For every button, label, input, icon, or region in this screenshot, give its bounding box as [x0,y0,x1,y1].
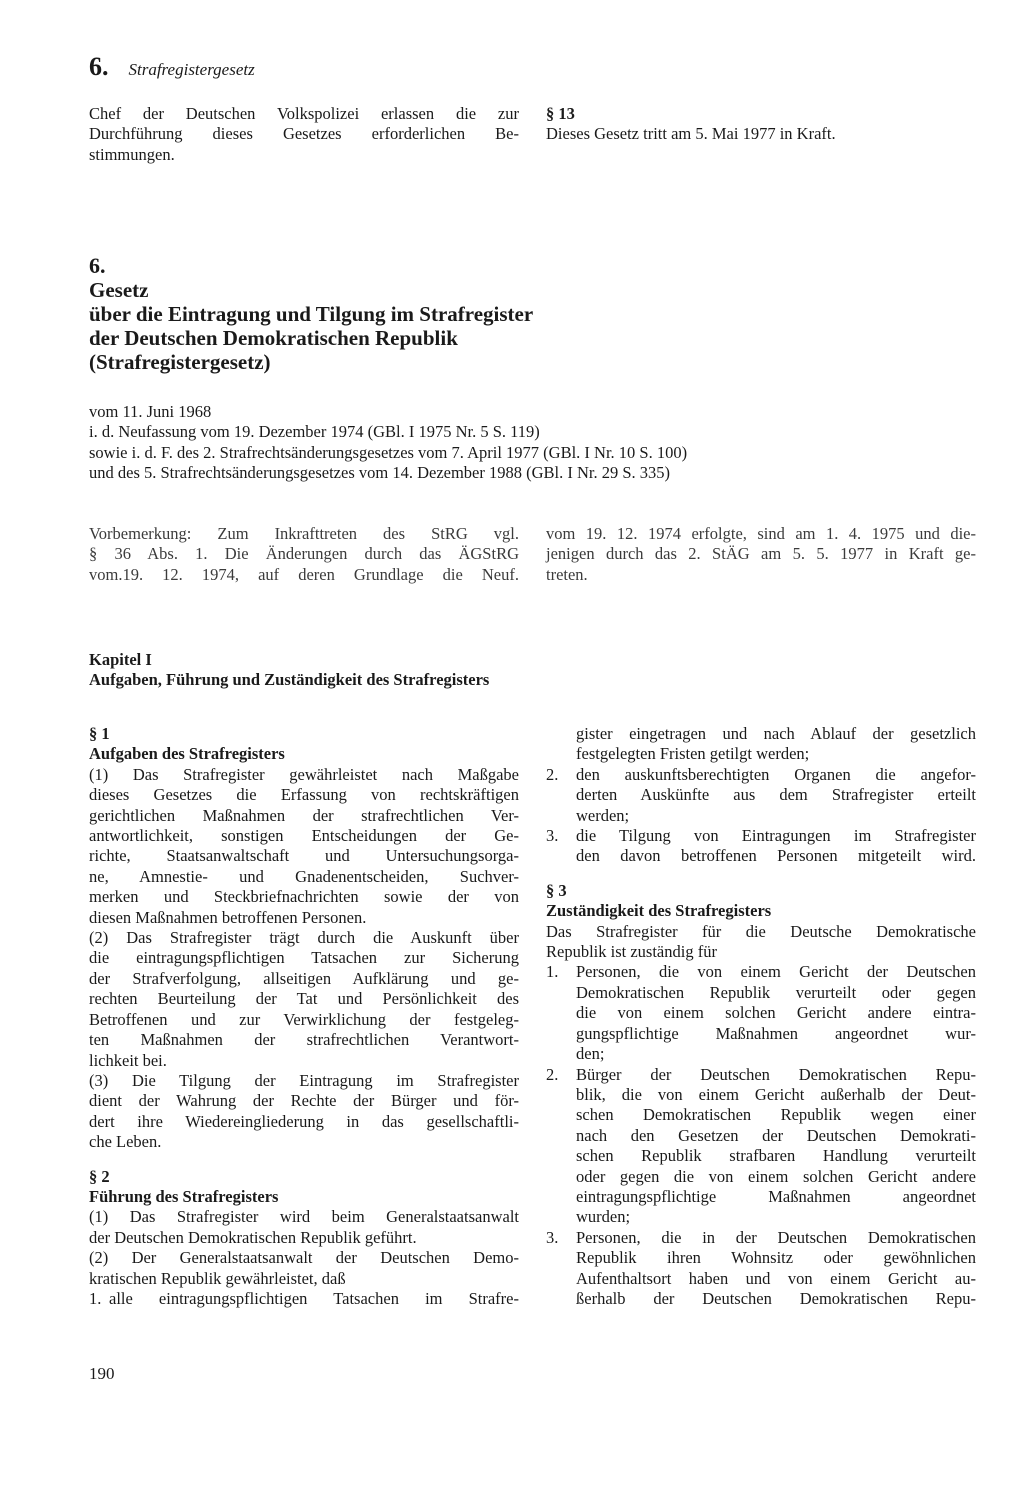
text-line: Aufenthaltsort haben und von einem Gericht au- [576,1268,976,1288]
remark-line: vom 19. 12. 1974 erfolgte, sind am 1. 4. 1975 und die- [546,524,976,543]
text-line: Personen, die in der Deutschen Demokratischen [576,1227,976,1247]
chapter-label: Kapitel I [89,650,152,669]
list-number: 2. [546,764,559,784]
remark-line: jenigen durch das 2. StÄG am 5. 5. 1977 in Kraft ge- [546,544,976,564]
text-line: nach den Gesetzen der Deutschen Demokrati- [576,1125,976,1145]
list-number: 1. [546,962,559,982]
law-number: 6. [89,253,106,278]
text-line: (3) Die Tilgung der Eintragung im Strafregister [89,1070,519,1090]
history-line: vom 11. Juni 1968 [89,402,212,421]
text-line: (1) Das Strafregister wird beim Generalstaatsanwalt [89,1207,519,1227]
right-column [546,724,976,1309]
list-item-continuation [546,724,976,765]
text-line: stimmungen. [89,144,175,164]
running-header [89,52,255,82]
preliminary-remark-right [546,524,976,585]
paragraph-title: Aufgaben des Strafregisters [89,744,285,764]
list-number: 1. [89,1288,102,1308]
text-line: Personen, die von einem Gericht der Deutschen [576,962,976,982]
list-item [546,1228,976,1310]
law-history [89,402,939,484]
history-line: sowie i. d. F. des 2. Strafrechtsänderungsgesetzes vom 7. April 1977 (GBl. I Nr. 10 S. 100) [89,442,688,462]
text-line: (1) Das Strafregister gewährleistet nach Maßgabe [89,764,519,784]
text-line: che Leben. [89,1132,162,1152]
text-line: Betroffenen und zur Verwirklichung der festgeleg- [89,1009,519,1029]
text-line: dient der Wahrung der Rechte der Bürger und för- [89,1091,519,1111]
paragraph-heading: § 2 [89,1166,110,1186]
text-line: gister eingetragen und nach Ablauf der gesetzlich [576,724,976,743]
text-line: schen Republik strafbaren Handlung verurteilt [576,1146,976,1166]
text-line: ßerhalb der Deutschen Demokratischen Repu- [576,1288,976,1308]
text-line: richte, Staatsanwaltschaft und Untersuchungsorga- [89,846,519,866]
remark-line: § 36 Abs. 1. Die Änderungen durch das ÄGStRG [89,544,519,564]
text-line: Demokratischen Republik verurteilt oder gegen [576,982,976,1002]
text-line: dieses Gesetzes die Erfassung von rechtskräftigen [89,785,519,805]
chapter-heading [89,650,689,691]
paragraph-text: Dieses Gesetz tritt am 5. Mai 1977 in Kraft. [546,124,836,144]
text-line: wurden; [576,1207,631,1227]
text-line: ne, Amnestie- und Gnadenentscheiden, Suchver- [89,866,519,886]
chapter-title: Aufgaben, Führung und Zuständigkeit des Strafregisters [89,670,490,690]
text-line: festgelegten Fristen getilgt werden; [576,744,810,764]
header-chapter-number: 6. [89,52,109,81]
text-line: (2) Das Strafregister trägt durch die Auskunft über [89,928,519,948]
law-title-line: (Strafregistergesetz) [89,350,271,374]
history-line: i. d. Neufassung vom 19. Dezember 1974 (GBl. I 1975 Nr. 5 S. 119) [89,422,540,442]
header-title: Strafregistergesetz [128,60,255,79]
remark-line: Vorbemerkung: Zum Inkrafttreten des StRG vgl. [89,524,519,543]
text-line: werden; [576,805,630,825]
text-line: Republik ist zuständig für [546,942,717,962]
remark-line: vom.19. 12. 1974, auf deren Grundlage die Neuf. [89,564,519,584]
paragraph-2 [89,1167,519,1310]
text-line: kratischen Republik gewährleistet, daß [89,1268,346,1288]
paragraph-3 [546,881,976,1310]
text-line: gungspflichtige Maßnahmen angeordnet wur- [576,1023,976,1043]
text-line: Chef der Deutschen Volkspolizei erlassen die zur [89,104,519,123]
text-line: dert ihre Wiedereingliederung in das gesellschaftli- [89,1111,519,1131]
text-line: diesen Maßnahmen betroffenen Personen. [89,907,367,927]
list-item [546,1065,976,1228]
page-number: 190 [89,1364,115,1383]
law-title-line: über die Eintragung und Tilgung im Strafregister [89,302,534,326]
paragraph-title: Führung des Strafregisters [89,1186,279,1206]
text-line: merken und Steckbriefnachrichten sowie der von [89,887,519,907]
paragraph-heading: § 13 [546,104,575,123]
text-line: Durchführung dieses Gesetzes erforderlichen Be- [89,124,519,144]
text-line: Republik ihren Wohnsitz oder gewöhnlichen [576,1248,976,1268]
text-line: den; [576,1044,605,1064]
text-line: ten Maßnahmen der strafrechtlichen Verantwort- [89,1030,519,1050]
text-line: eintragungspflichtige Maßnahmen angeordnet [576,1186,976,1206]
law-title-line: der Deutschen Demokratischen Republik [89,326,458,350]
history-line: und des 5. Strafrechtsänderungsgesetzes vom 14. Dezember 1988 (GBl. I Nr. 29 S. 335) [89,463,671,483]
text-line: den davon betroffenen Personen mitgeteilt wird. [576,846,976,866]
text-line: lichkeit bei. [89,1050,167,1070]
left-column [89,724,519,1309]
text-line: den auskunftsberechtigten Organen die angefor- [576,764,976,784]
text-line: der Deutschen Demokratischen Republik geführt. [89,1227,417,1247]
text-line: die Tilgung von Eintragungen im Strafregister [576,826,976,846]
text-line: Bürger der Deutschen Demokratischen Repu- [576,1064,976,1084]
text-line: die eintragungspflichtigen Tatsachen zur Sicherung [89,948,519,968]
list-item [546,765,976,826]
text-line: derten Auskünfte aus dem Strafregister erteilt [576,785,976,805]
list-item [546,962,976,1064]
paragraph-heading: § 3 [546,880,567,900]
law-title-line: Gesetz [89,278,149,302]
paragraph-13 [546,104,976,145]
text-line: alle eintragungspflichtigen Tatsachen im Strafre- [109,1288,519,1308]
list-item [89,1289,519,1309]
paragraph-heading: § 1 [89,724,110,743]
preliminary-remark-left [89,524,519,585]
list-item [546,826,976,867]
text-line: rechten Beurteilung der Tat und Persönlichkeit des [89,989,519,1009]
text-line: blik, die von einem Gericht außerhalb der Deut- [576,1084,976,1104]
law-title-block [89,254,689,374]
text-line: Das Strafregister für die Deutsche Demokratische [546,921,976,941]
text-line: schen Demokratischen Republik wegen einer [576,1105,976,1125]
text-line: antwortlichkeit, sonstigen Entscheidungen der Ge- [89,826,519,846]
list-number: 3. [546,1227,559,1247]
text-line: der Strafverfolgung, allseitigen Aufklärung und ge- [89,968,519,988]
previous-law-closing-text [89,104,519,165]
text-line: (2) Der Generalstaatsanwalt der Deutschen Demo- [89,1248,519,1268]
list-number: 3. [546,826,559,846]
remark-line: treten. [546,564,588,584]
paragraph-1 [89,724,519,1153]
list-number: 2. [546,1064,559,1084]
text-line: oder gegen die von einem solchen Gericht andere [576,1166,976,1186]
text-line: die von einem solchen Gericht andere eintra- [576,1003,976,1023]
paragraph-title: Zuständigkeit des Strafregisters [546,901,772,921]
text-line: gerichtlichen Maßnahmen der strafrechtlichen Ver- [89,805,519,825]
